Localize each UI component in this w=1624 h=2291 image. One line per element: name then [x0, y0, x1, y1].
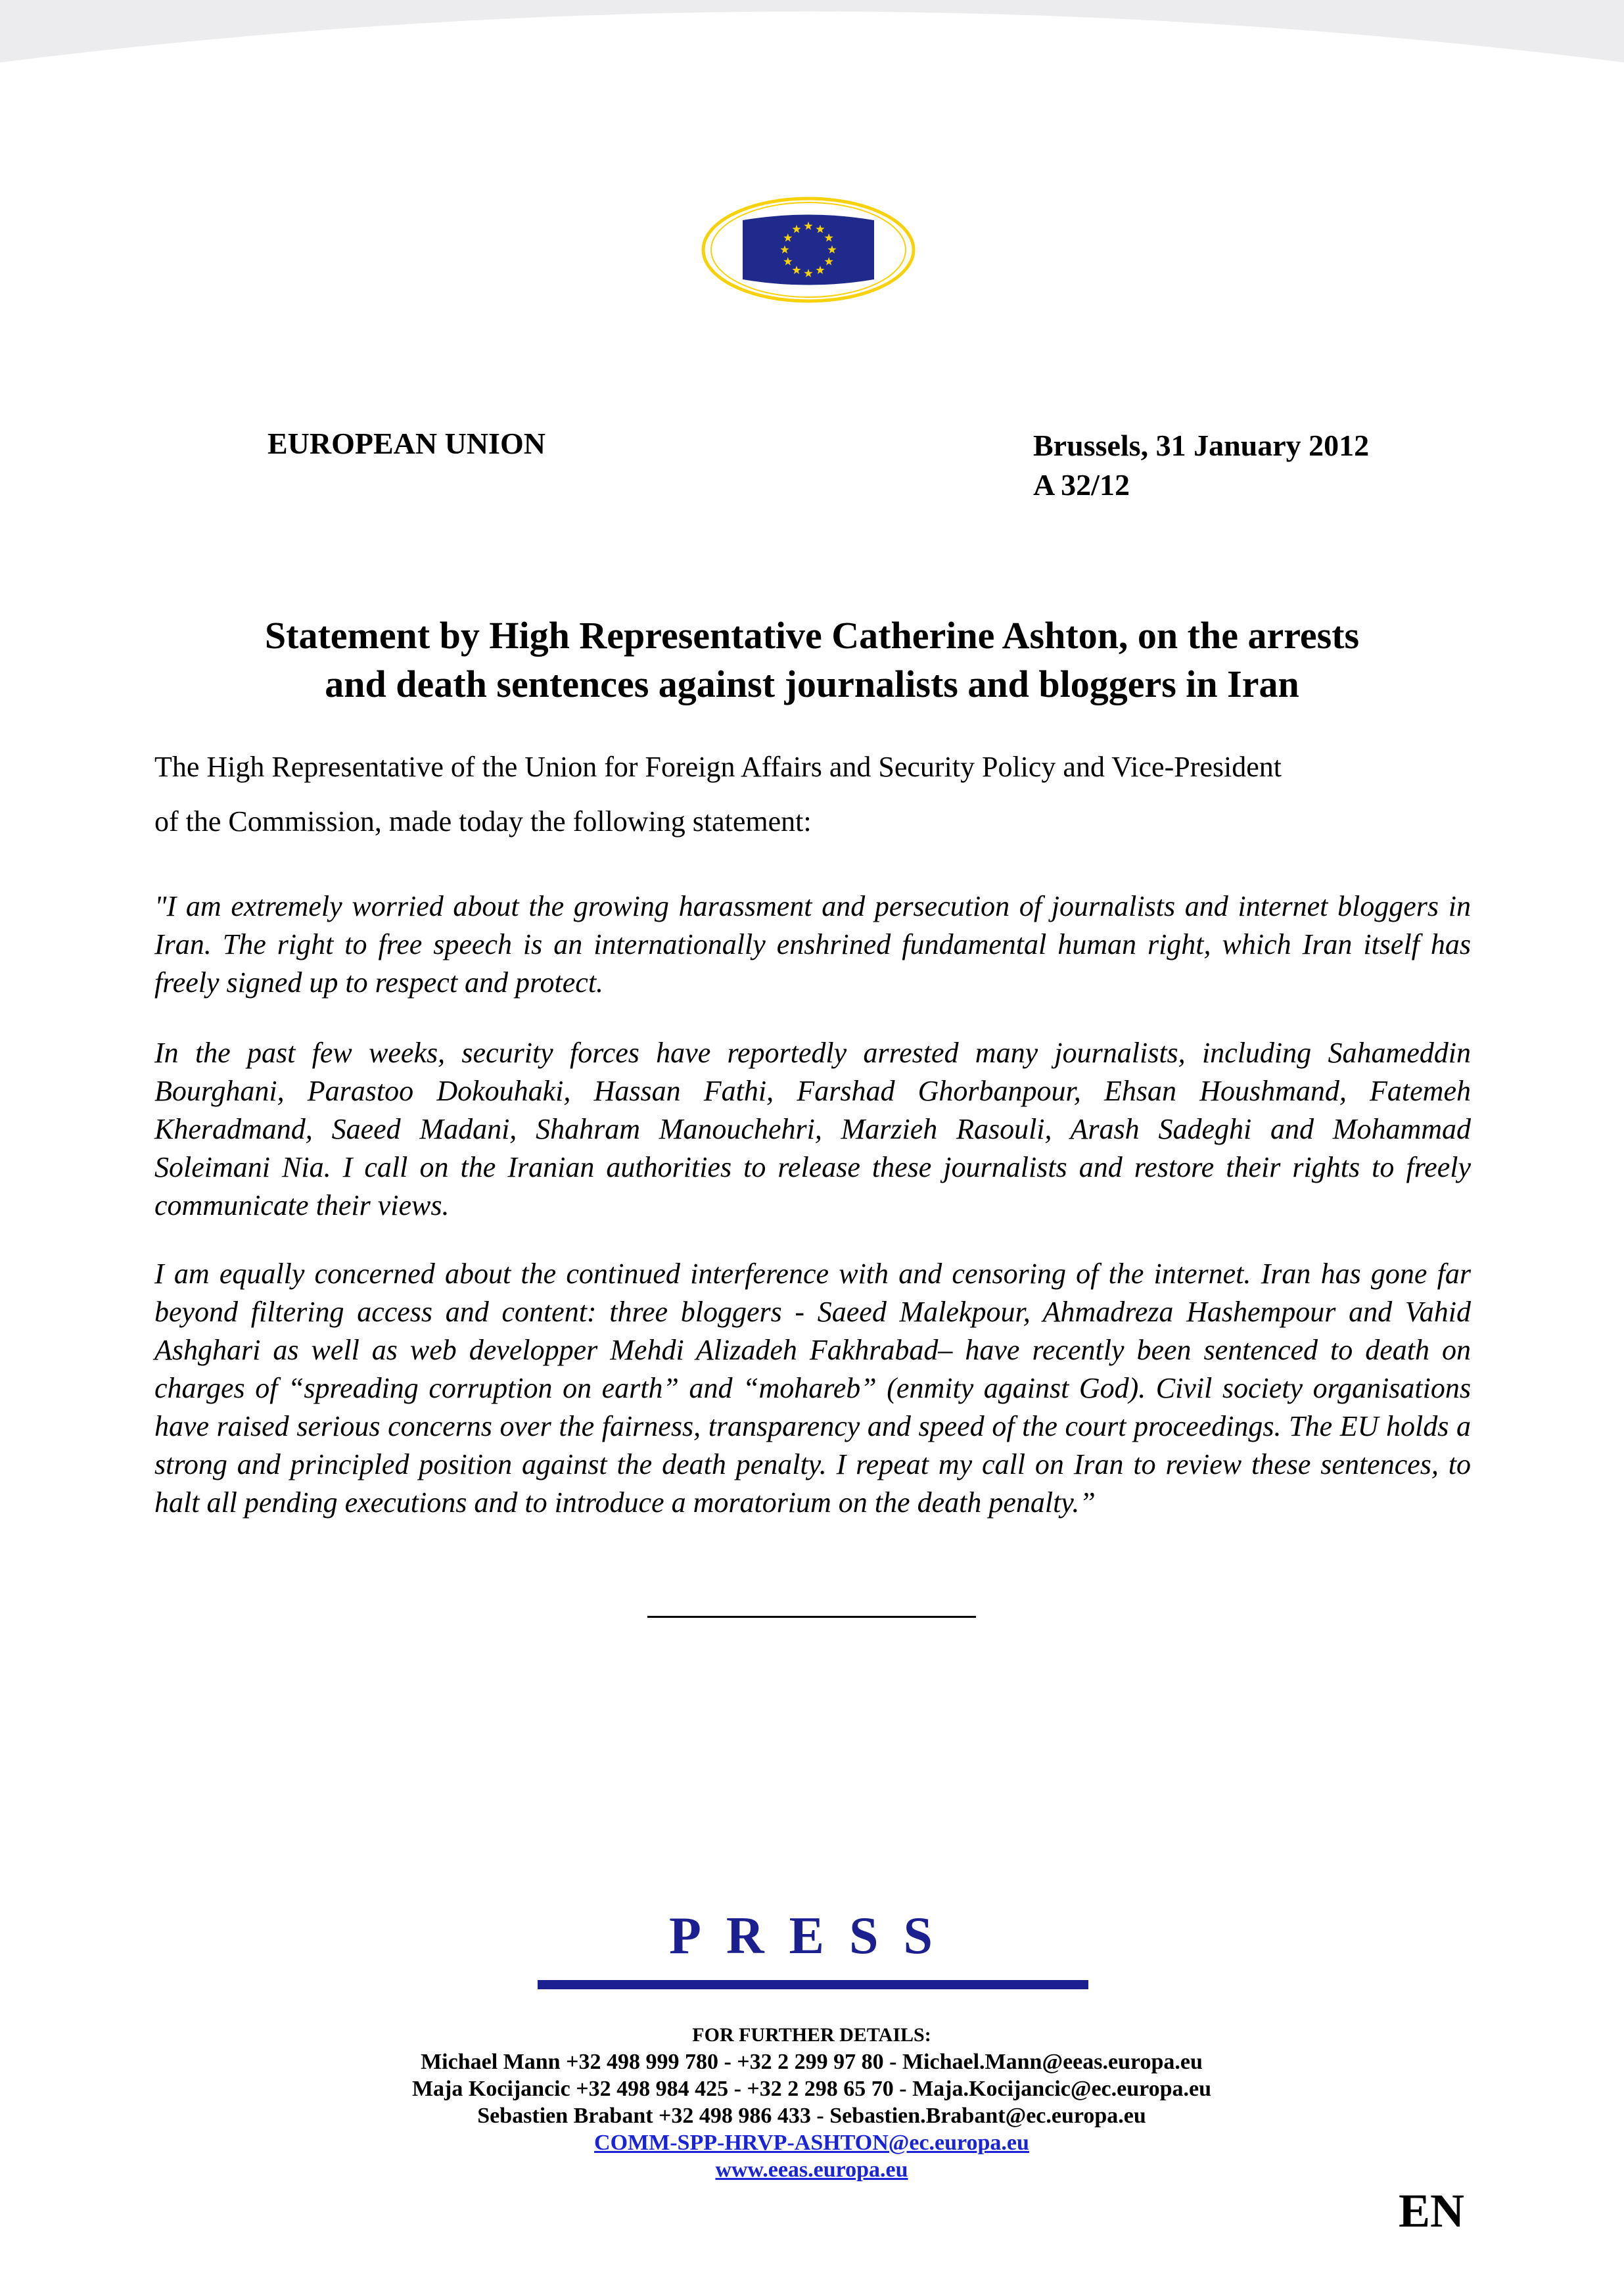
details-heading: FOR FURTHER DETAILS: — [692, 2024, 931, 2046]
statement-intro — [154, 740, 1475, 849]
intro-line-1: The High Representative of the Union for Foreign Affairs and Security Policy and Vice-President — [154, 751, 1282, 783]
eu-flag-logo — [697, 191, 920, 309]
email-link[interactable]: COMM-SPP-HRVP-ASHTON@ec.europa.eu — [594, 2131, 1029, 2155]
contact-line: Maja Kocijancic +32 498 984 425 - +32 2 298 65 70 - Maja.Kocijancic@ec.europa.eu — [411, 2077, 1212, 2101]
quote-paragraph-1: "I am extremely worried about the growing harassment and persecution of journalists and internet bloggers in Iran. The right to free speech is an internationally enshrined fundamental human right, which Iran itself has freely signed up to respect and protect. — [154, 890, 1471, 999]
release-date: Brussels, 31 January 2012 — [1033, 429, 1370, 462]
contact-details — [220, 2021, 1403, 2183]
quote-paragraph-3: I am equally concerned about the continued interference with and censoring of the internet. Iran has gone far beyond filtering access and content: three bloggers - Saeed Malekpour, Ahmadreza Hashempour and Vahid Ashghari as well as web developper Mehdi Alizadeh Fakhrabad– have recently been sentenced to death on charges of “spreading corruption on earth” and “mohareb” (enmity against God). Civil society organisations have raised serious concerns over the fairness, transparency and speed of the court proceedings. The EU holds a strong and principled position against the death penalty. I repeat my call on Iran to review these sentences, to halt all pending executions and to introduce a moratorium on the death penalty.” — [154, 1258, 1471, 1519]
website-link[interactable]: www.eeas.europa.eu — [715, 2158, 908, 2182]
quote-paragraph-2: In the past few weeks, security forces have reportedly arrested many journalists, including Sahameddin Bourghani, Parastoo Dokouhaki, Hassan Fathi, Farshad Ghorbanpour, Ehsan Houshmand, Fatemeh Kheradmand, Saeed Madani, Shahram Manouchehri, Marzieh Rasouli, Arash Sadeghi and Mohammad Soleimani Nia. I call on the Iranian authorities to release these journalists and restore their rights to freely communicate their views. — [154, 1037, 1471, 1221]
end-separator-line — [647, 1616, 976, 1618]
date-reference-block — [1033, 426, 1369, 505]
contact-line: Michael Mann +32 498 999 780 - +32 2 299 97 80 - Michael.Mann@eeas.europa.eu — [421, 2050, 1203, 2074]
title-line-2: and death sentences against journalists and bloggers in Iran — [325, 663, 1299, 705]
statement-title — [131, 611, 1493, 709]
title-line-1: Statement by High Representative Catherine Ashton, on the arrests — [264, 614, 1360, 657]
press-underline-bar — [538, 1980, 1088, 1989]
language-code: EN — [1399, 2185, 1465, 2237]
press-heading: PRESS — [669, 1907, 958, 1965]
contact-line: Sebastien Brabant +32 498 986 433 - Sebastien.Brabant@ec.europa.eu — [477, 2104, 1146, 2128]
intro-line-2: of the Commission, made today the following statement: — [154, 805, 812, 838]
release-reference: A 32/12 — [1033, 468, 1130, 502]
organization-name: EUROPEAN UNION — [267, 427, 545, 460]
header-wave-banner — [0, 0, 1624, 171]
